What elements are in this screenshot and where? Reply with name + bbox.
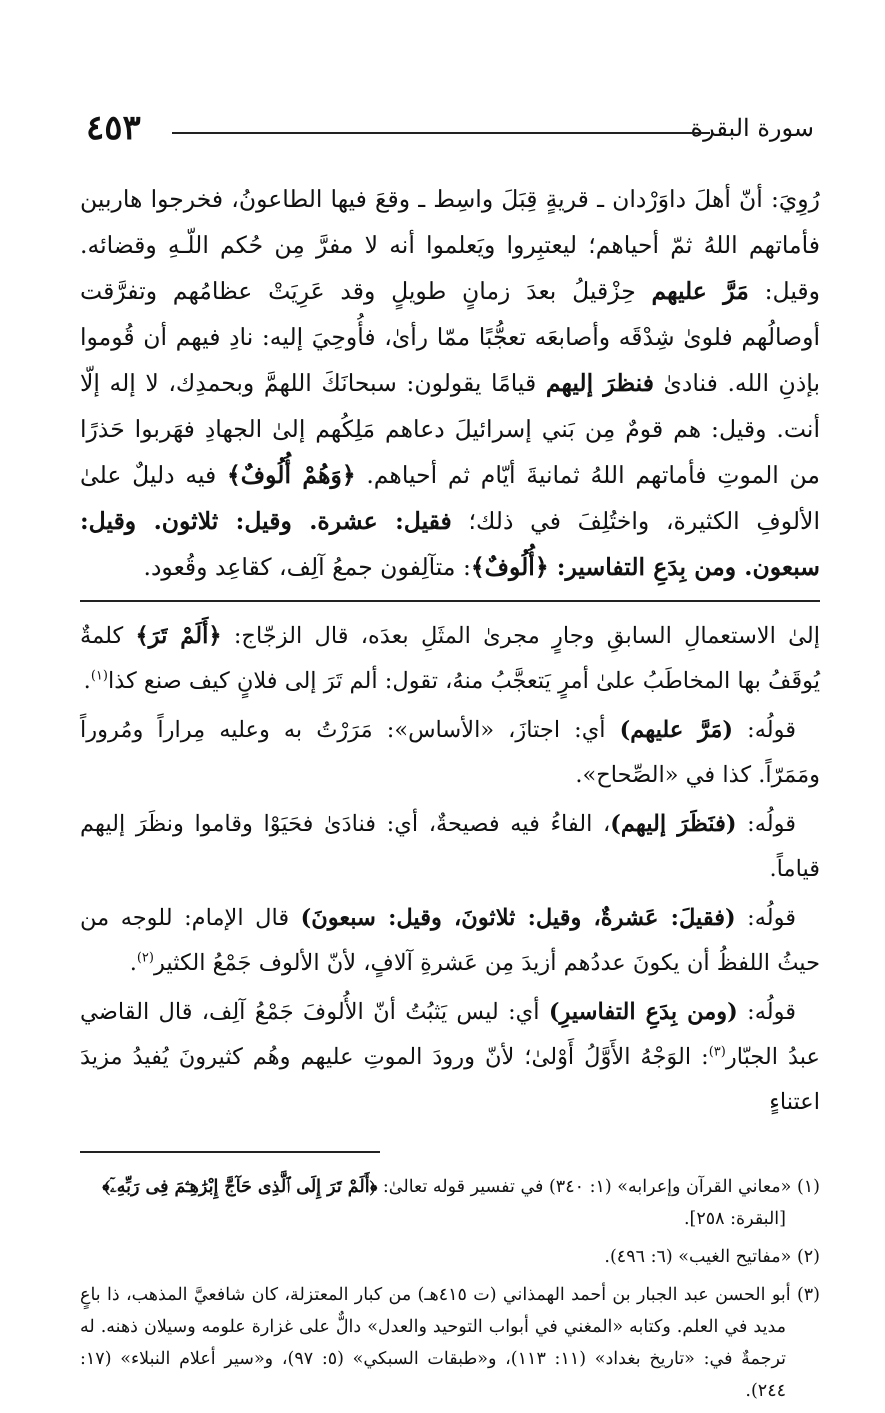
commentary-lemma: (فنَظَرَ إليهم) bbox=[610, 811, 737, 837]
footnote-ref: (١) bbox=[90, 668, 108, 684]
commentary-lemma: (مَرَّ عليهم) bbox=[619, 717, 734, 743]
footnote-text: «معاني القرآن وإعرابه» (١: ٣٤٠) في تفسير قوله تعالىٰ: bbox=[377, 1177, 792, 1197]
footnote-ref: (٣) bbox=[708, 1044, 726, 1060]
main-text-segment: حِزْقيلُ بعدَ زمانٍ طويلٍ وقد عَرِيَتْ عظامُهم وتفرَّقت أوصالُهم فلوىٰ شِدْقَه وأصابعَه تعجُّبًا ممّا رأىٰ، فأُوحِيَ إليه: نادِ فيهم أن قُوموا بإذنِ الله. فنادىٰ bbox=[80, 277, 820, 397]
commentary-segment: قولُه: bbox=[733, 717, 796, 743]
commentary-paragraph bbox=[80, 990, 820, 1125]
main-text bbox=[80, 176, 820, 590]
footnote-number: (٣) bbox=[796, 1285, 820, 1305]
footnote-ref: (٢) bbox=[136, 950, 154, 966]
commentary-segment: قولُه: bbox=[736, 811, 796, 837]
page-number: ٤٥٣ bbox=[86, 108, 141, 148]
footnote-text: أبو الحسن عبد الجبار بن أحمد الهمذاني (ت ٤١٥هـ) من كبار المعتزلة، كان شافعيَّ المذهب، ذا باعٍ مديد في العلم. وكتابه «المغني في أبواب التوحيد والعدل» دالٌّ على غزارة علومه وسيلان ذهنه. له ترجمةٌ في: «تاريخ بغداد» (١١: ١١٣)، و«طبقات السبكي» (٥: ٩٧)، و«سير أعلام النبلاء» (١٧: ٢٤٤). bbox=[80, 1285, 791, 1401]
quran-quote: ﴿وَهُمْ أُلُوفٌ﴾ bbox=[227, 461, 356, 489]
surah-title: سورة البقرة bbox=[690, 114, 814, 142]
commentary-segment: قولُه: bbox=[735, 905, 796, 931]
footnote-text: [البقرة: ٢٥٨]. bbox=[683, 1209, 786, 1229]
commentary-paragraph bbox=[80, 802, 820, 892]
main-text-keyword: مَرَّ عليهم bbox=[651, 277, 749, 305]
commentary-segment: قولُه: bbox=[737, 999, 796, 1025]
main-text-divider bbox=[80, 600, 820, 602]
footnote-divider bbox=[80, 1151, 380, 1153]
commentary-segment: . bbox=[83, 668, 91, 694]
footnote-1 bbox=[80, 1171, 820, 1235]
commentary bbox=[80, 614, 820, 1125]
main-text-segment: قيامًا يقولون: سبحانَكَ اللهمَّ وبحمدِك، لا إله إلّا أنت. وقيل: هم قومٌ مِن بَني إسرائيلَ دعاهم مَلِكُهم إلىٰ الجهادِ فهَربوا حَذرًا من الموتِ فأماتهم اللهُ ثمانيةَ أيّام ثم أحياهم. bbox=[80, 369, 820, 489]
commentary-paragraph bbox=[80, 708, 820, 798]
quran-quote: ﴿أَلَمْ تَرَ إِلَى ٱلَّذِى حَآجَّ إِبْرَٰهِـۧمَ فِى رَبِّهِۦٓ﴾ bbox=[102, 1177, 378, 1197]
main-text-segment: رُوِيَ: أنّ أهلَ داوَرْدان ـ قريةٍ قِبَلَ واسِط ـ وقعَ فيها الطاعونُ، فخرجوا هاربين فأماتهم اللهُ ثمّ أحياهم؛ ليعتبِروا ويَعلموا أنه لا مفرَّ مِن حُكم اللّـهِ وقضائه. وقيل: bbox=[80, 185, 820, 305]
commentary-segment: قال الإمام: للوجه من حيثُ اللفظُ أن يكونَ عددُهم أزيدَ مِن عَشرةِ آلافٍ، لأنّ الألوف جَمْعُ الكثير bbox=[80, 905, 820, 976]
quran-quote: ﴿أَلَمْ تَرَ﴾ bbox=[135, 623, 222, 649]
commentary-segment: إلىٰ الاستعمالِ السابقِ وجارٍ مجرىٰ المثَلِ بعدَه، قال الزجّاج: bbox=[221, 623, 820, 649]
footnote-3 bbox=[80, 1279, 820, 1407]
main-text-segment: فيه دليلٌ علىٰ الألوفِ الكثيرة، واختُلِفَ في ذلك؛ bbox=[80, 461, 820, 535]
commentary-lemma: (فقيلَ: عَشرةٌ، وقيل: ثلاثونَ، وقيل: سبعونَ) bbox=[300, 905, 736, 931]
commentary-segment: . bbox=[129, 950, 137, 976]
commentary-segment: ، الفاءُ فيه فصيحةٌ، أي: فنادَىٰ فحَيَوْا وقاموا ونظَرَ إليهم قياماً. bbox=[80, 811, 820, 882]
footnote-number: (٢) bbox=[796, 1247, 820, 1267]
commentary-segment: : الوَجْهُ الأَوَّلُ أَوْلىٰ؛ لأنّ ورودَ الموتِ عليهم وهُم كثيرونَ يُفيدُ مزيدَ اعتناءٍ bbox=[80, 1044, 820, 1115]
main-text-segment: : متآلِفون جمعُ آلِف، كقاعِد وقُعود. bbox=[143, 553, 471, 581]
main-text-keyword: فقيل: عشرة. وقيل: ثلاثون. وقيل: سبعون. ومن بِدَعِ التفاسير: ﴿أُلُوفٌ﴾ bbox=[80, 507, 820, 581]
commentary-segment: أي: ليس يَثبُتُ أنّ الأُلوفَ جَمْعُ آلِف، قال القاضي عبدُ الجبّار bbox=[80, 999, 820, 1070]
book-page bbox=[80, 100, 820, 1413]
commentary-segment: أي: اجتازَ، «الأساس»: مَرَرْتُ به وعليه مِراراً ومُروراً ومَمَرّاً. كذا في «الصِّحاح». bbox=[80, 717, 820, 788]
commentary-paragraph bbox=[80, 896, 820, 986]
main-paragraph bbox=[80, 176, 820, 590]
commentary-segment: كلمةٌ يُوقَفُ بها المخاطَبُ علىٰ أمرٍ يَتعجَّبُ منهُ، تقول: ألم تَرَ إلى فلانٍ كيف صنع كذا bbox=[80, 623, 820, 694]
commentary-paragraph bbox=[80, 614, 820, 704]
main-text-keyword: فنظرَ إليهم bbox=[545, 369, 654, 397]
footnote-text: «مفاتيح الغيب» (٦: ٤٩٦). bbox=[604, 1247, 792, 1267]
header-rule bbox=[172, 132, 710, 134]
commentary-lemma: (ومن بِدَعِ التفاسيرِ) bbox=[548, 999, 738, 1025]
footnotes bbox=[80, 1171, 820, 1407]
footnote-2 bbox=[80, 1241, 820, 1273]
page-header bbox=[80, 100, 820, 170]
footnote-number: (١) bbox=[796, 1177, 820, 1197]
